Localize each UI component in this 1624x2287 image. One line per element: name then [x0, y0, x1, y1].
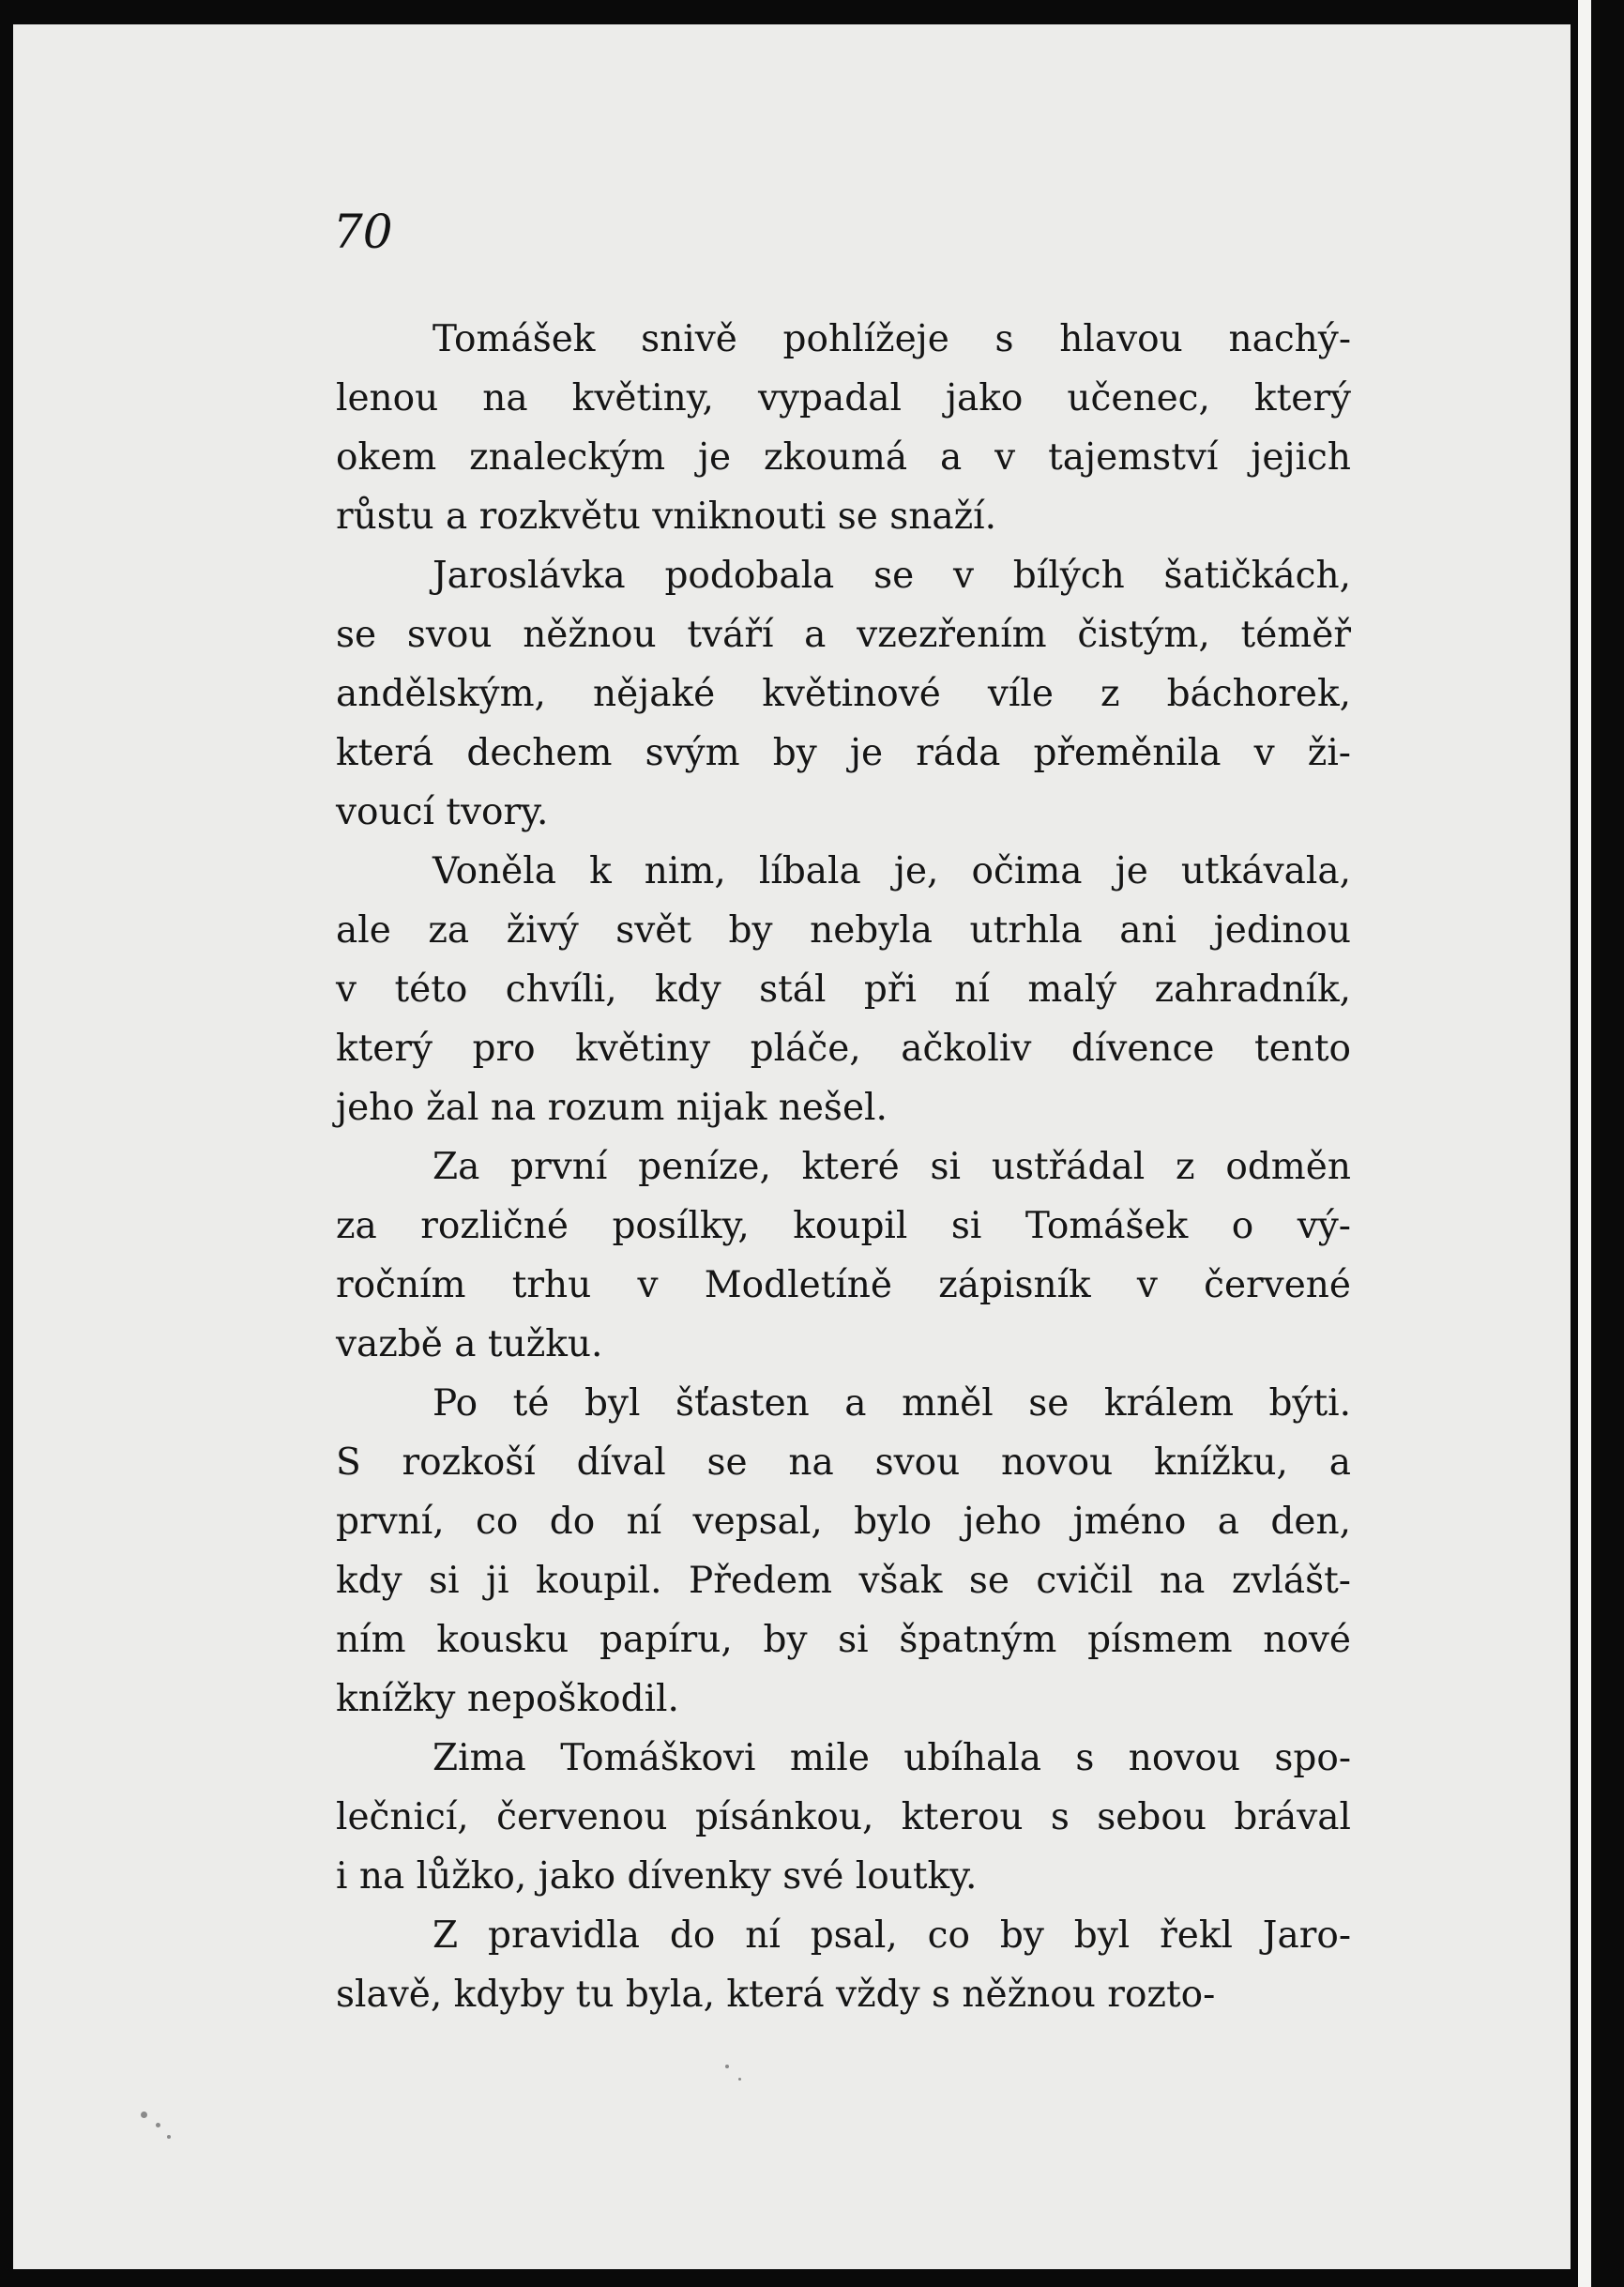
- text-line: ním kousku papíru, by si špatným písmem nové: [336, 1619, 1351, 1661]
- scan-speck: [738, 2078, 741, 2081]
- text-line: okem znaleckým je zkoumá a v tajemství jejich: [336, 436, 1351, 479]
- page-number: 70: [333, 205, 393, 259]
- text-line: který pro květiny pláče, ačkoliv dívence tento: [336, 1028, 1351, 1070]
- paragraph: [336, 842, 1351, 1137]
- text-line: voucí tvory.: [336, 791, 549, 833]
- text-line: kdy si ji koupil. Předem však se cvičil na zvlášt-: [336, 1560, 1351, 1602]
- paragraph: [336, 1374, 1351, 1729]
- text-line: vazbě a tužku.: [336, 1323, 603, 1365]
- text-line: knížky nepoškodil.: [336, 1678, 679, 1720]
- text-line: za rozličné posílky, koupil si Tomášek o vý-: [336, 1205, 1351, 1247]
- text-line: Za první peníze, které si ustřádal z odměn: [433, 1146, 1351, 1188]
- text-line: slavě, kdyby tu byla, která vždy s něžnou rozto-: [336, 1974, 1216, 2016]
- text-line: Zima Tomáškovi mile ubíhala s novou spo-: [433, 1737, 1351, 1779]
- paragraph: [336, 1137, 1351, 1374]
- text-line: Po té byl šťasten a mněl se králem býti.: [433, 1382, 1351, 1425]
- paragraph: [336, 1906, 1351, 2024]
- text-line: ale za živý svět by nebyla utrhla ani jedinou: [336, 909, 1351, 952]
- text-line: Voněla k nim, líbala je, očima je utkávala,: [433, 850, 1351, 892]
- text-line: Tomášek snivě pohlížeje s hlavou nachý-: [433, 318, 1351, 360]
- text-line: Z pravidla do ní psal, co by byl řekl Jaro-: [433, 1914, 1351, 1957]
- scan-speck: [725, 2065, 729, 2068]
- paragraph: [336, 310, 1351, 546]
- text-line: lenou na květiny, vypadal jako učenec, který: [336, 377, 1351, 419]
- text-line: která dechem svým by je ráda přeměnila v ži-: [336, 732, 1351, 774]
- text-line: Jaroslávka podobala se v bílých šatičkách,: [433, 555, 1351, 597]
- body-text: [336, 310, 1351, 2024]
- scan-speck: [156, 2123, 160, 2127]
- text-line: růstu a rozkvětu vniknouti se snaží.: [336, 496, 997, 538]
- paragraph: [336, 546, 1351, 842]
- text-line: i na lůžko, jako dívenky své loutky.: [336, 1855, 978, 1898]
- text-line: první, co do ní vepsal, bylo jeho jméno a den,: [336, 1501, 1351, 1543]
- text-line: ročním trhu v Modletíně zápisník v červené: [336, 1264, 1351, 1306]
- text-line: se svou něžnou tváří a vzezřením čistým, téměř: [336, 614, 1351, 656]
- text-line: jeho žal na rozum nijak nešel.: [336, 1087, 888, 1129]
- text-line: S rozkoší díval se na svou novou knížku, a: [336, 1441, 1351, 1484]
- page-edge: [1578, 0, 1591, 2287]
- text-line: v této chvíli, kdy stál při ní malý zahradník,: [336, 968, 1351, 1011]
- paragraph: [336, 1729, 1351, 1906]
- text-line: andělským, nějaké květinové víle z báchorek,: [336, 673, 1351, 715]
- scan-speck: [141, 2112, 147, 2118]
- scan-speck: [167, 2135, 171, 2139]
- text-line: lečnicí, červenou písánkou, kterou s sebou brával: [336, 1796, 1351, 1838]
